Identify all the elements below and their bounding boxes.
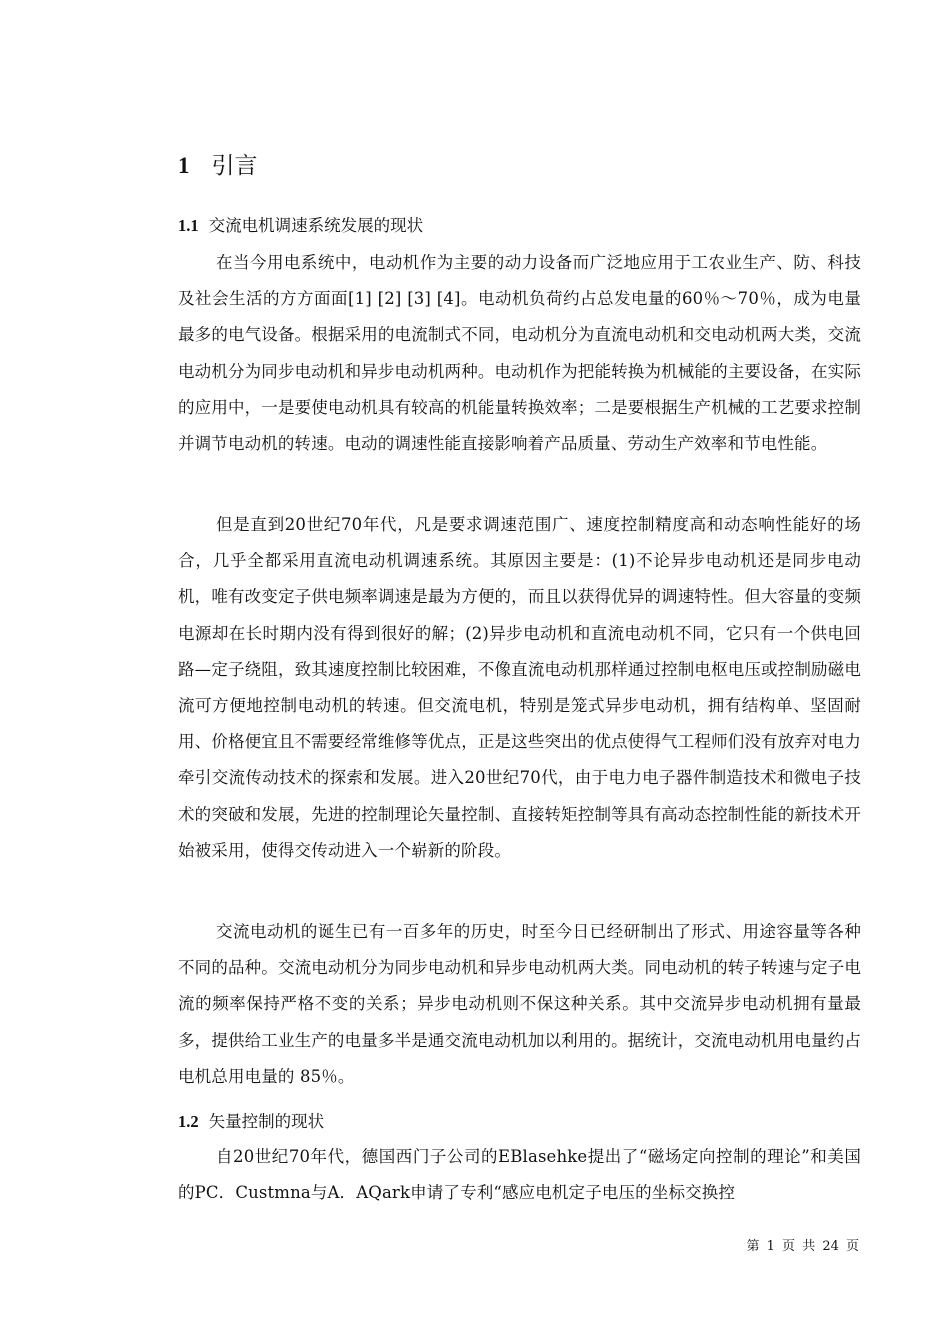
section-heading-1-2 xyxy=(178,1110,324,1134)
section-heading-1-1 xyxy=(178,214,423,238)
section-number: 1.2 xyxy=(178,1112,199,1131)
chapter-title: 引言 xyxy=(211,153,258,179)
page-footer: 第 1 页 共 24 页 xyxy=(746,1239,859,1254)
chapter-heading xyxy=(178,150,258,182)
body-paragraph-3: 交流电动机的诞生已有一百多年的历史，时至今日已经研制出了形式、用途容量等各种不同的品种。交流电动机分为同步电动机和异步电动机两大类。同电动机的转子转速与定子电流的频率保持严格不变的关系；异步电动机则不保这种关系。其中交流异步电动机拥有量最多，提供给工业生产的电量多半是通交流电动机加以利用的。据统计，交流电动机用电量约占电机总用电量的 85％。 xyxy=(178,922,861,1086)
body-paragraph-2: 但是直到20世纪70年代，凡是要求调速范围广、速度控制精度高和动态响性能好的场合，几乎全都采用直流电动机调速系统。其原因主要是：(1)不论异步电动机还是同步电动机，唯有改变定子供电频率调速是最为方便的，而且以获得优异的调速特性。但大容量的变频电源却在长时期内没有得到很好的解；(2)异步电动机和直流电动机不同，它只有一个供电回路—定子绕阻，致其速度控制比较困难，不像直流电动机那样通过控制电枢电压或控制励磁电流可方便地控制电动机的转速。但交流电机，特别是笼式异步电动机，拥有结构单、坚固耐用、价格便宜且不需要经常维修等优点，正是这些突出的优点使得气工程师们没有放弃对电力牵引交流传动技术的探索和发展。进入20世纪70代，由于电力电子器件制造技术和微电子技术的突破和发展，先进的控制理论矢量控制、直接转矩控制等具有高动态控制性能的新技术开始被采用，使得交传动进入一个崭新的阶段。 xyxy=(178,515,861,860)
section-number: 1.1 xyxy=(178,216,199,235)
body-paragraph-1: 在当今用电系统中，电动机作为主要的动力设备而广泛地应用于工农业生产、防、科技及社会生活的方方面面[1] [2] [3] [4]。电动机负荷约占总发电量的60％～70％，成为电量最多的电气设备。根据采用的电流制式不同，电动机分为直流电动机和交电动机两大类，交流电动机分为同步电动机和异步电动机两种。电动机作为把能转换为机械能的主要设备，在实际的应用中，一是要使电动机具有较高的机能量转换效率；二是要根据生产机械的工艺要求控制并调节电动机的转速。电动的调速性能直接影响着产品质量、劳动生产效率和节电性能。 xyxy=(178,253,861,454)
chapter-number: 1 xyxy=(178,153,190,178)
body-paragraph-4: 自20世纪70年代，德国西门子公司的EBlasehke提出了“磁场定向控制的理论”和美国的PC．Custmna与A．AQark申请了专利“感应电机定子电压的坐标交换控 xyxy=(178,1147,861,1203)
section-title: 交流电机调速系统发展的现状 xyxy=(208,216,424,235)
section-title: 矢量控制的现状 xyxy=(208,1112,325,1131)
